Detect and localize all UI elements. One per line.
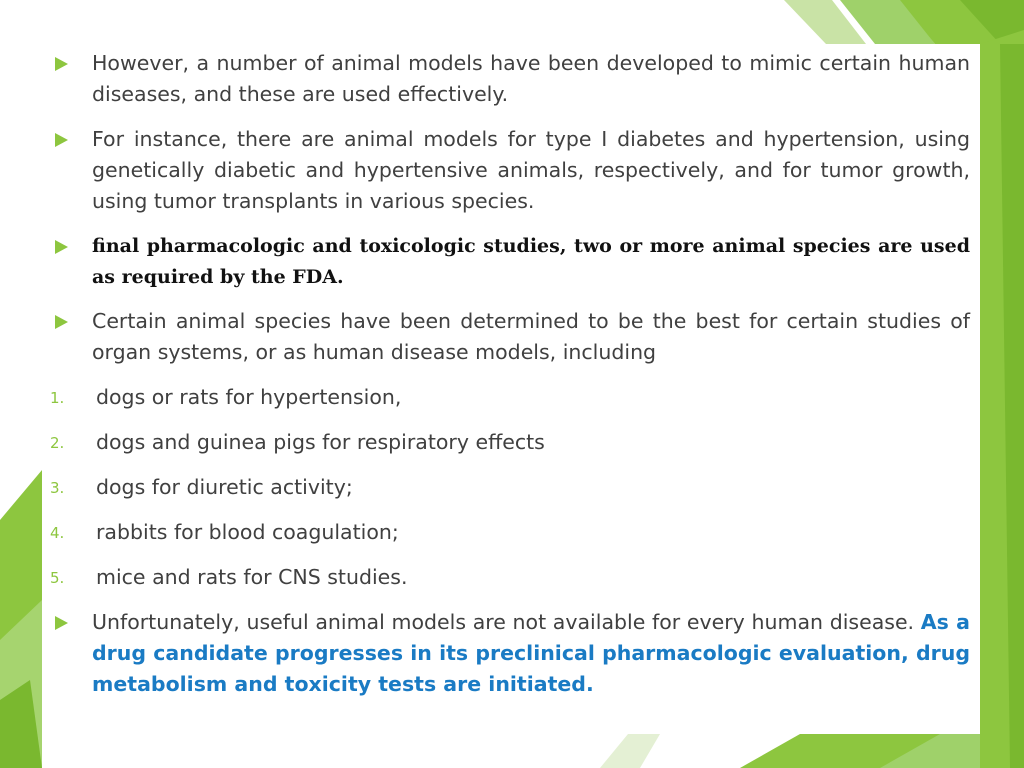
list-number: 1. (50, 389, 65, 407)
numbered-item-3 (50, 472, 970, 503)
list-number: 4. (50, 524, 65, 542)
list-number: 3. (50, 479, 65, 497)
numbered-text: dogs and guinea pigs for respiratory effects (96, 430, 545, 454)
numbered-text: mice and rats for CNS studies. (96, 565, 408, 589)
bullet-text: Certain animal species have been determined to be the best for certain studies of organ systems, or as human disease models, including (92, 309, 970, 364)
triangle-bullet-icon (50, 306, 80, 337)
triangle-bullet-icon (50, 48, 80, 79)
bullet-item-fda (50, 231, 970, 293)
bullet-text-plain: Unfortunately, useful animal models are not available for every human disease. (92, 610, 915, 634)
numbered-text: rabbits for blood coagulation; (96, 520, 399, 544)
bullet-text: final pharmacologic and toxicologic studies, two or more animal species are used as required by the FDA. (92, 235, 970, 288)
highlighted-text: As a drug candidate progresses in its preclinical pharmacologic evaluation, drug metabolism and toxicity tests are initiated. (92, 610, 970, 696)
numbered-item-5 (50, 562, 970, 593)
triangle-bullet-icon (50, 231, 80, 262)
triangle-bullet-icon (50, 607, 80, 638)
bullet-text: For instance, there are animal models for type I diabetes and hypertension, using genetically diabetic and hypertensive animals, respectively, and for tumor growth, using tumor transplants in various species. (92, 127, 970, 213)
list-number: 2. (50, 434, 65, 452)
bullet-item-unfortunately (50, 607, 970, 700)
bullet-text: However, a number of animal models have been developed to mimic certain human diseases, and these are used effectively. (92, 51, 970, 106)
bullet-text (92, 607, 970, 700)
bullet-item-certain-species (50, 306, 970, 368)
numbered-text: dogs or rats for hypertension, (96, 385, 402, 409)
numbered-text: dogs for diuretic activity; (96, 475, 353, 499)
bullet-item-animal-models (50, 48, 970, 110)
numbered-item-4 (50, 517, 970, 548)
numbered-item-2 (50, 427, 970, 458)
list-number: 5. (50, 569, 65, 587)
numbered-item-1 (50, 382, 970, 413)
bullet-item-for-instance (50, 124, 970, 217)
triangle-bullet-icon (50, 124, 80, 155)
